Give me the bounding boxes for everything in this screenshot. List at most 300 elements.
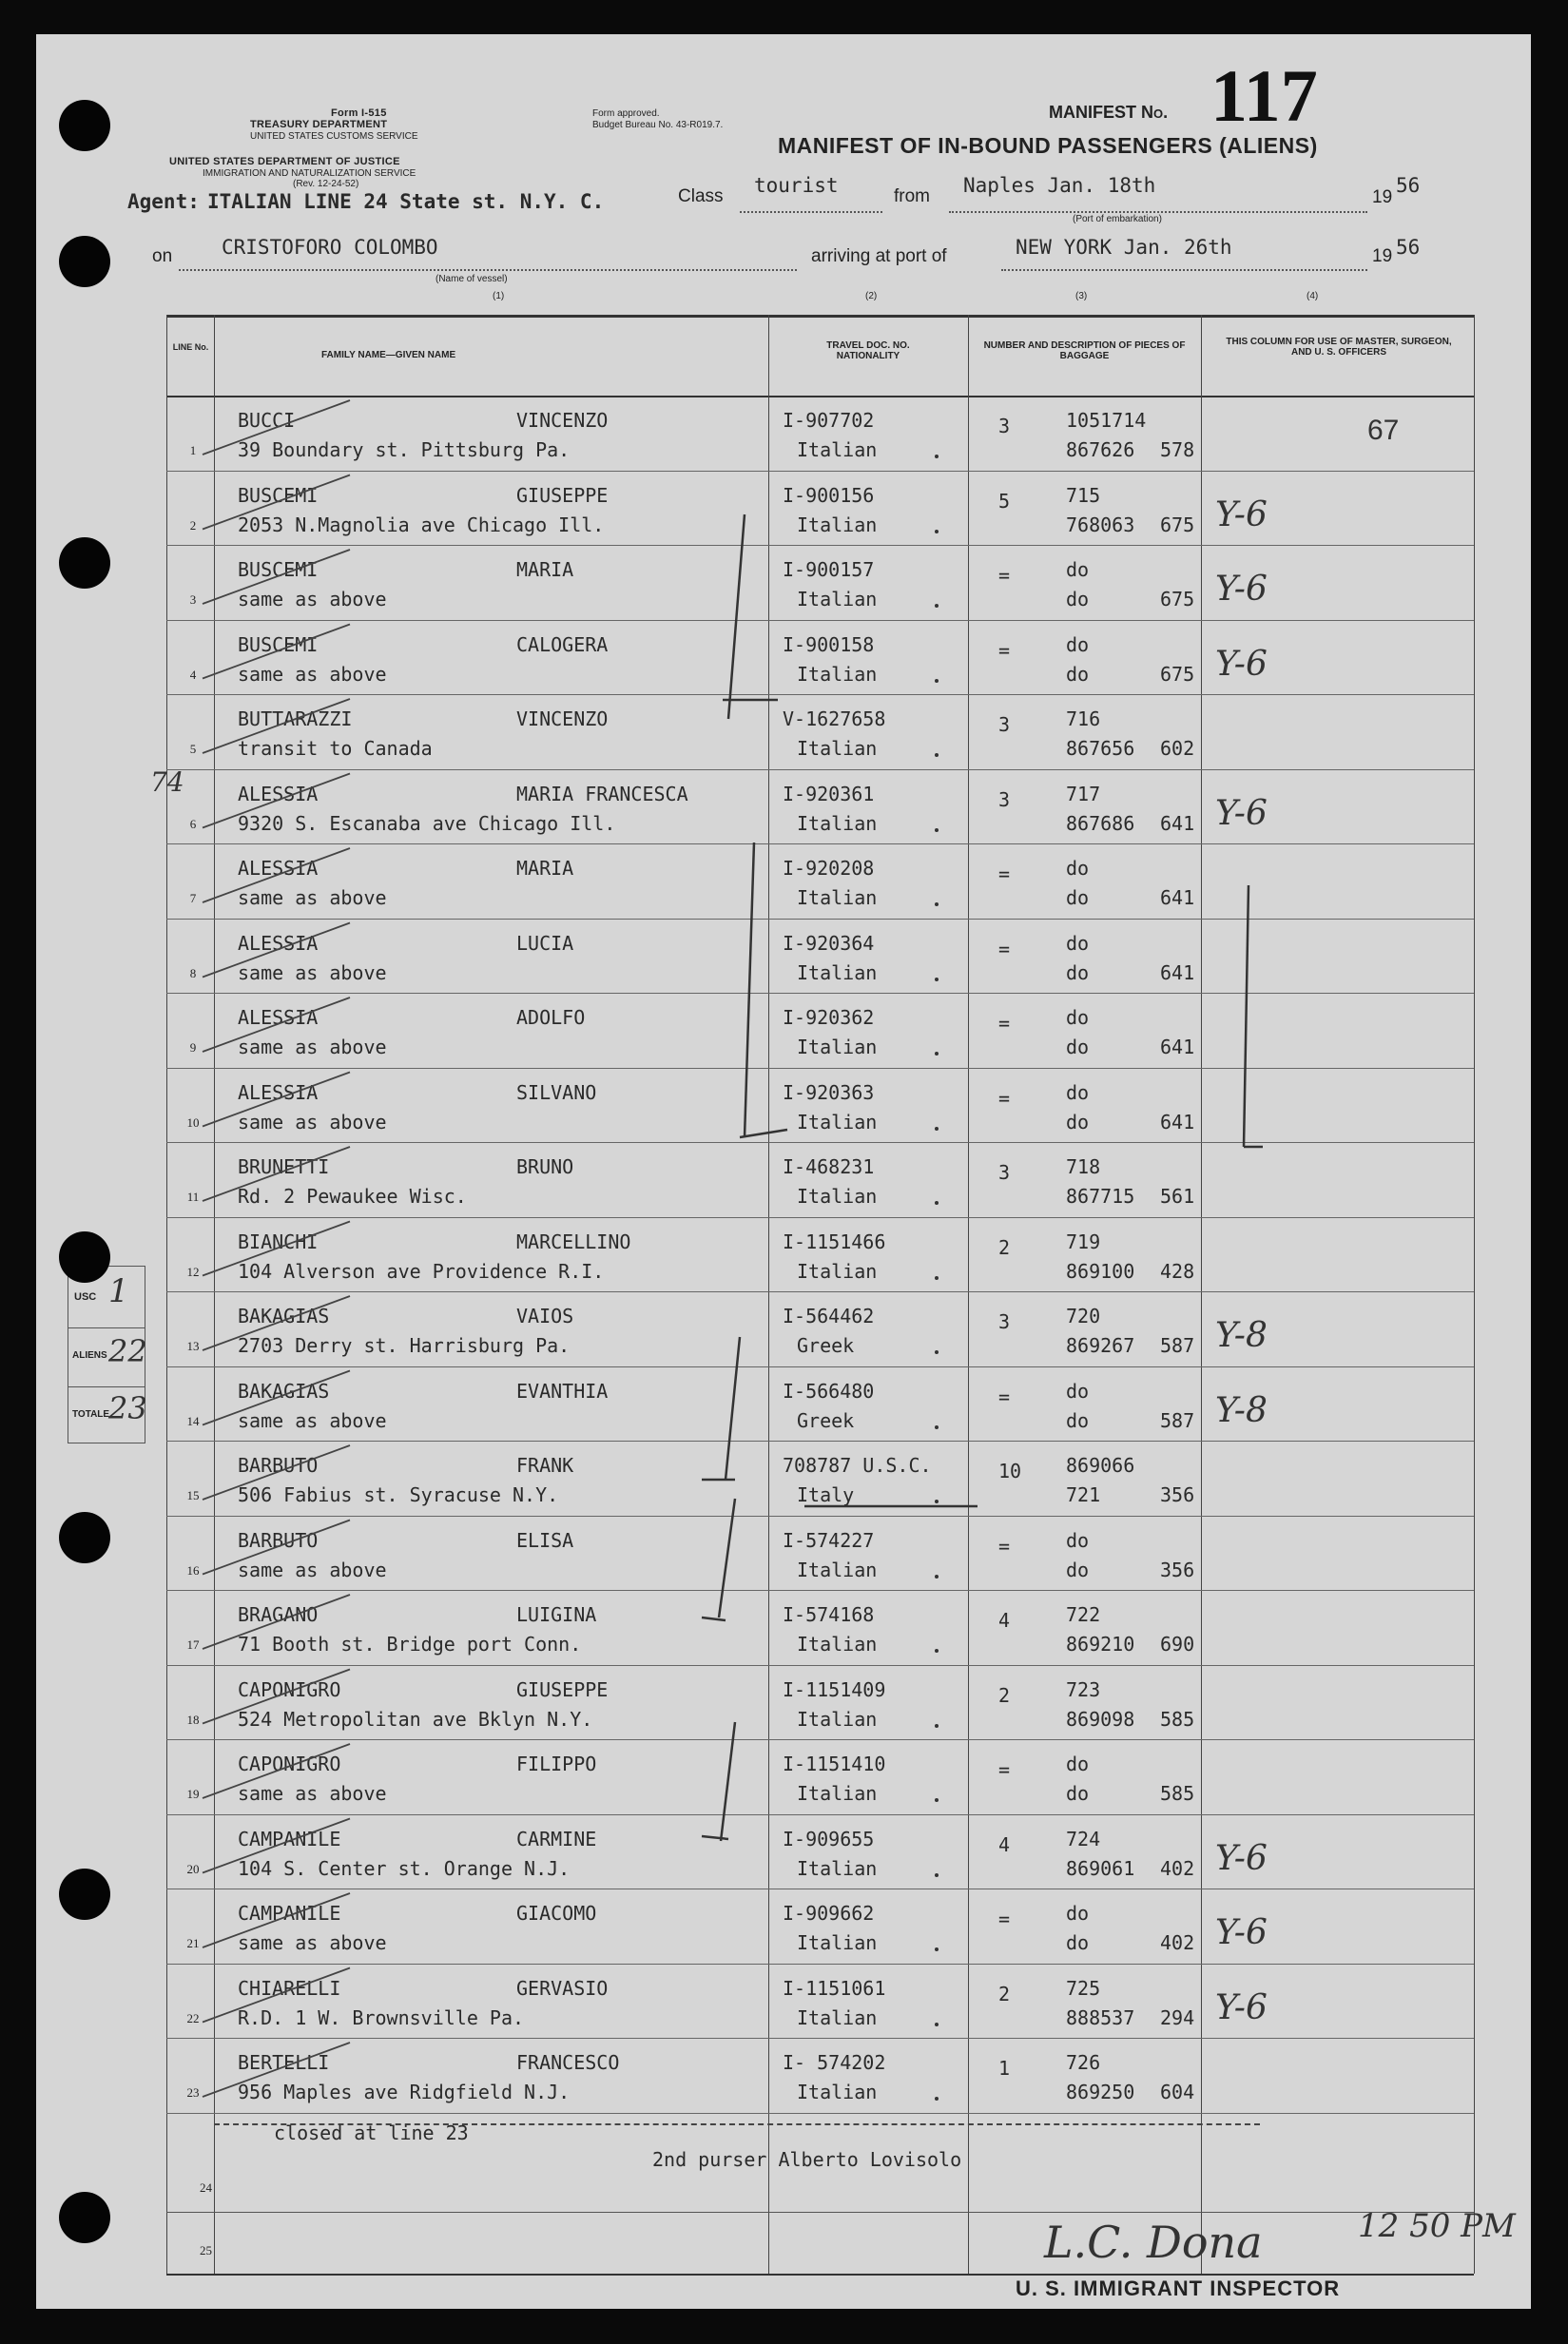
baggage-code: 402 (1160, 1931, 1195, 1954)
col-num-2: (2) (865, 291, 878, 301)
baggage-number-2: 867626 (1066, 438, 1135, 461)
officer-remark: Y-6 (1215, 1987, 1268, 2027)
baggage-code: 294 (1160, 2005, 1195, 2029)
baggage-number-2: do (1066, 960, 1090, 984)
address: 506 Fabius st. Syracuse N.Y. (238, 1483, 559, 1506)
baggage-code: 561 (1160, 1185, 1195, 1208)
address: 39 Boundary st. Pittsburg Pa. (238, 438, 571, 461)
family-name: ALESSIA (238, 1080, 319, 1104)
nationality: Italian (797, 811, 878, 835)
line-number: 6 (189, 816, 197, 831)
baggage-number-2: 869210 (1066, 1633, 1135, 1656)
baggage-number: do (1066, 558, 1090, 581)
baggage-number-2: do (1066, 588, 1090, 610)
baggage-pieces: 3 (998, 415, 1011, 437)
line-number: 4 (189, 667, 197, 682)
line-number: 14 (186, 1413, 200, 1428)
baggage-number: do (1066, 857, 1090, 880)
line-number: 7 (189, 891, 197, 905)
header-baggage: NUMBER AND DESCRIPTION OF PIECES OF BAGGAGE (983, 340, 1186, 361)
travel-doc-no: I-1151410 (783, 1753, 886, 1775)
col-num-3: (3) (1075, 291, 1088, 301)
nationality: Italian (797, 1110, 878, 1133)
officer-remark: Y-8 (1215, 1316, 1268, 1355)
check-tick (203, 1744, 350, 1798)
travel-doc-no: I-1151466 (783, 1230, 886, 1253)
agent-value: ITALIAN LINE 24 State st. N.Y. C. (207, 190, 605, 213)
baggage-number-2: 888537 (1066, 2005, 1135, 2029)
nationality: Italy (797, 1483, 855, 1506)
arriving-label: arriving at port of (811, 246, 947, 266)
nationality: Italian (797, 1185, 878, 1208)
address: same as above (238, 1931, 387, 1954)
baggage-number: 717 (1066, 782, 1101, 805)
baggage-pieces: = (998, 564, 1011, 587)
baggage-number-2: 721 (1066, 1483, 1101, 1506)
given-name: ELISA (516, 1528, 574, 1552)
baggage-code: 428 (1160, 1259, 1195, 1283)
baggage-number: 716 (1066, 707, 1101, 730)
line-number: 23 (186, 2085, 200, 2100)
manifest-number-label: MANIFEST No. (1049, 103, 1169, 122)
binder-hole (59, 2192, 110, 2243)
year-prefix-1: 19 (1372, 187, 1393, 207)
nationality: Italian (797, 886, 878, 909)
line-number: 3 (189, 592, 197, 607)
baggage-number: 1051714 (1066, 409, 1147, 432)
line-no-25: 25 (200, 2243, 212, 2257)
customs-service: UNITED STATES CUSTOMS SERVICE (250, 131, 418, 142)
family-name: CAMPANILE (238, 1827, 341, 1850)
baggage-number-2: do (1066, 1931, 1090, 1954)
line-number: 10 (186, 1114, 200, 1130)
check-tick (203, 1819, 350, 1873)
col-num-4: (4) (1307, 291, 1319, 301)
check-tick (203, 848, 350, 902)
baggage-pieces: = (998, 937, 1011, 960)
check-tick (203, 998, 350, 1052)
aliens-label: ALIENS (72, 1350, 107, 1361)
signature-time: 12 50 PM (1358, 2207, 1516, 2245)
nationality: Italian (797, 1558, 878, 1581)
address: R.D. 1 W. Brownsville Pa. (238, 2005, 525, 2029)
baggage-number: 718 (1066, 1155, 1101, 1178)
address: 2703 Derry st. Harrisburg Pa. (238, 1334, 571, 1357)
baggage-pieces: 3 (998, 787, 1011, 811)
baggage-pieces: = (998, 1086, 1011, 1110)
address: same as above (238, 1558, 387, 1581)
given-name: LUCIA (516, 931, 574, 955)
travel-doc-no: I-907702 (783, 409, 875, 432)
line-number: 16 (186, 1562, 200, 1578)
family-name: BUTTARAZZI (238, 707, 353, 730)
baggage-code: 641 (1160, 1110, 1195, 1133)
family-name: CAPONIGRO (238, 1753, 341, 1775)
officer-remark: Y-8 (1215, 1390, 1268, 1430)
on-label: on (152, 246, 173, 266)
justice-dept: UNITED STATES DEPARTMENT OF JUSTICE (169, 156, 400, 167)
address: 104 Alverson ave Providence R.I. (238, 1259, 605, 1283)
aliens-count: 22 (108, 1333, 147, 1369)
travel-doc-no: V-1627658 (783, 707, 886, 730)
given-name: SILVANO (516, 1080, 597, 1104)
binder-hole (59, 236, 110, 287)
given-name: MARIA FRANCESCA (516, 782, 688, 805)
family-name: ALESSIA (238, 857, 319, 880)
address: same as above (238, 886, 387, 909)
baggage-number: do (1066, 1379, 1090, 1403)
check-tick (203, 1595, 350, 1649)
line-number: 1 (189, 443, 197, 457)
baggage-code: 641 (1160, 1036, 1195, 1058)
line-number: 11 (186, 1190, 200, 1204)
family-name: ALESSIA (238, 782, 319, 805)
baggage-code: 604 (1160, 2081, 1195, 2103)
given-name: FRANK (516, 1454, 574, 1477)
address: 9320 S. Escanaba ave Chicago Ill. (238, 811, 616, 835)
given-name: BRUNO (516, 1155, 574, 1178)
nationality: Italian (797, 588, 878, 610)
baggage-pieces: = (998, 862, 1011, 885)
line-number: 8 (189, 965, 197, 980)
given-name: GERVASIO (516, 1976, 609, 2000)
handwritten-marks (36, 34, 1531, 2309)
family-name: BAKAGIAS (238, 1305, 330, 1327)
travel-doc-no: I-566480 (783, 1379, 875, 1403)
baggage-pieces: 2 (998, 1683, 1011, 1707)
manifest-title: MANIFEST OF IN-BOUND PASSENGERS (ALIENS) (778, 133, 1318, 158)
embarkation-port: Naples Jan. 18th (963, 174, 1156, 197)
address: transit to Canada (238, 737, 433, 760)
baggage-number: 715 (1066, 483, 1101, 507)
baggage-number-2: do (1066, 1036, 1090, 1058)
baggage-code: 587 (1160, 1334, 1195, 1357)
baggage-code: 641 (1160, 886, 1195, 909)
baggage-pieces: = (998, 1012, 1011, 1035)
given-name: GIACOMO (516, 1902, 597, 1925)
baggage-pieces: = (998, 1758, 1011, 1781)
line-number: 21 (186, 1936, 200, 1950)
nationality: Italian (797, 662, 878, 686)
address: same as above (238, 1408, 387, 1432)
nationality: Italian (797, 1707, 878, 1731)
baggage-code: 602 (1160, 737, 1195, 760)
baggage-number-2: do (1066, 1558, 1090, 1581)
family-name: BUSCEMI (238, 483, 319, 507)
baggage-number-2: do (1066, 1110, 1090, 1133)
check-tick (203, 1670, 350, 1724)
binder-hole (59, 100, 110, 151)
nationality: Greek (797, 1408, 855, 1432)
given-name: MARIA (516, 558, 574, 581)
check-tick (203, 1222, 350, 1276)
year-1: 56 (1396, 174, 1421, 197)
baggage-number: 723 (1066, 1677, 1101, 1701)
from-label: from (894, 186, 930, 206)
baggage-code: 675 (1160, 662, 1195, 686)
nationality: Italian (797, 2005, 878, 2029)
usc-label: USC (74, 1291, 97, 1303)
baggage-number-2: do (1066, 1782, 1090, 1805)
given-name: VINCENZO (516, 409, 609, 432)
given-name: EVANTHIA (516, 1379, 609, 1403)
line-number: 20 (186, 1861, 200, 1876)
travel-doc-no: I-920361 (783, 782, 875, 805)
nationality: Italian (797, 1633, 878, 1656)
binder-hole (59, 537, 110, 589)
binder-hole (59, 1869, 110, 1920)
given-name: ADOLFO (516, 1006, 586, 1029)
check-tick (203, 1371, 350, 1425)
family-name: BUCCI (238, 409, 296, 432)
binder-hole (59, 1512, 110, 1563)
baggage-number-2: 869061 (1066, 1856, 1135, 1880)
given-name: GIUSEPPE (516, 1677, 609, 1701)
given-name: FILIPPO (516, 1753, 597, 1775)
family-name: BUSCEMI (238, 558, 319, 581)
baggage-pieces: 4 (998, 1832, 1011, 1856)
baggage-number: do (1066, 1902, 1090, 1925)
nationality: Italian (797, 1782, 878, 1805)
form-approved: Form approved. (592, 108, 660, 119)
check-tick (203, 400, 350, 455)
nationality: Italian (797, 2081, 878, 2103)
baggage-pieces: 2 (998, 1982, 1011, 2005)
family-name: CAMPANILE (238, 1902, 341, 1925)
line-number: 12 (186, 1264, 200, 1279)
baggage-number-2: 867715 (1066, 1185, 1135, 1208)
nationality: Italian (797, 1931, 878, 1954)
line-number: 15 (186, 1488, 200, 1502)
check-tick (203, 1296, 350, 1350)
given-name: GIUSEPPE (516, 483, 609, 507)
baggage-number: do (1066, 1080, 1090, 1104)
nationality: Italian (797, 513, 878, 536)
manifest-sheet (36, 34, 1531, 2309)
baggage-pieces: = (998, 638, 1011, 662)
baggage-number: 726 (1066, 2051, 1101, 2074)
check-tick (203, 2043, 350, 2097)
address: 956 Maples ave Ridgfield N.J. (238, 2081, 571, 2103)
family-name: BIANCHI (238, 1230, 319, 1253)
travel-doc-no: I-564462 (783, 1305, 875, 1327)
travel-doc-no: I-1151061 (783, 1976, 886, 2000)
line-number: 5 (189, 742, 197, 756)
baggage-pieces: = (998, 1534, 1011, 1558)
baggage-pieces: = (998, 1908, 1011, 1930)
col-num-1: (1) (493, 291, 505, 301)
family-name: ALESSIA (238, 1006, 319, 1029)
baggage-number-2: 869098 (1066, 1707, 1135, 1731)
baggage-number-2: 869267 (1066, 1334, 1135, 1357)
class-label: Class (678, 186, 724, 206)
check-tick (203, 923, 350, 978)
check-tick (203, 1445, 350, 1500)
nationality: Greek (797, 1334, 855, 1357)
travel-doc-no: I-1151409 (783, 1677, 886, 1701)
year-prefix-2: 19 (1372, 246, 1393, 266)
baggage-pieces: 3 (998, 1161, 1011, 1184)
check-tick (203, 1968, 350, 2023)
given-name: CARMINE (516, 1827, 597, 1850)
travel-doc-no: I-468231 (783, 1155, 875, 1178)
baggage-number: 722 (1066, 1603, 1101, 1626)
total-label: TOTALE (72, 1409, 110, 1420)
baggage-number-2: do (1066, 886, 1090, 909)
nationality: Italian (797, 438, 878, 461)
baggage-number: do (1066, 1528, 1090, 1552)
baggage-code: 356 (1160, 1558, 1195, 1581)
baggage-number-2: 869100 (1066, 1259, 1135, 1283)
binder-hole (59, 1231, 110, 1283)
address: same as above (238, 960, 387, 984)
travel-doc-no: I-920362 (783, 1006, 875, 1029)
baggage-pieces: 1 (998, 2057, 1011, 2080)
line-number: 2 (189, 517, 197, 533)
nationality: Italian (797, 1856, 878, 1880)
family-name: ALESSIA (238, 931, 319, 955)
vessel-note: (Name of vessel) (436, 274, 508, 284)
baggage-number: do (1066, 632, 1090, 656)
address: Rd. 2 Pewaukee Wisc. (238, 1185, 467, 1208)
agent-label: Agent: (127, 190, 200, 213)
baggage-number-2: 869250 (1066, 2081, 1135, 2103)
check-tick (203, 1073, 350, 1127)
travel-doc-no: I- 574202 (783, 2051, 886, 2074)
baggage-pieces: 10 (998, 1460, 1022, 1482)
form-revision: (Rev. 12-24-52) (293, 179, 359, 189)
officer-remark: Y-6 (1215, 570, 1268, 609)
travel-doc-no: I-909662 (783, 1902, 875, 1925)
family-name: CAPONIGRO (238, 1677, 341, 1701)
baggage-number-2: do (1066, 1408, 1090, 1432)
line-number: 13 (186, 1339, 200, 1353)
baggage-number-2: do (1066, 662, 1090, 686)
port-note: (Port of embarkation) (1073, 214, 1162, 224)
baggage-number-2: 867686 (1066, 811, 1135, 835)
arrival-port: NEW YORK Jan. 26th (1016, 236, 1232, 259)
baggage-number: 720 (1066, 1305, 1101, 1327)
given-name: LUIGINA (516, 1603, 597, 1626)
line-no-24: 24 (200, 2180, 212, 2195)
nationality: Italian (797, 960, 878, 984)
header-doc: TRAVEL DOC. NO. NATIONALITY (826, 340, 910, 361)
officer-remark: Y-6 (1215, 1913, 1268, 1952)
line-number: 18 (186, 1712, 200, 1727)
baggage-number: 869066 (1066, 1454, 1135, 1477)
check-tick (203, 475, 350, 530)
header-name: FAMILY NAME—GIVEN NAME (321, 350, 456, 360)
usc-count: 1 (108, 1272, 129, 1310)
baggage-number: 724 (1066, 1827, 1101, 1850)
check-tick (203, 699, 353, 753)
family-name: CHIARELLI (238, 1976, 341, 2000)
travel-doc-no: I-909655 (783, 1827, 875, 1850)
baggage-number: 725 (1066, 1976, 1101, 2000)
baggage-pieces: 3 (998, 1310, 1011, 1333)
address: same as above (238, 1036, 387, 1058)
given-name: MARIA (516, 857, 574, 880)
given-name: MARCELLINO (516, 1230, 631, 1253)
baggage-pieces: 4 (998, 1609, 1011, 1632)
line-number: 17 (186, 1637, 200, 1652)
travel-doc-no: I-920364 (783, 931, 875, 955)
family-name: BAKAGIAS (238, 1379, 330, 1403)
baggage-pieces: = (998, 1385, 1011, 1408)
check-tick (203, 1521, 350, 1575)
header-officers: THIS COLUMN FOR USE OF MASTER, SURGEON, AND U. S. OFFICERS (1226, 337, 1452, 358)
check-tick (203, 1893, 350, 1947)
family-name: BERTELLI (238, 2051, 330, 2074)
family-name: BRUNETTI (238, 1155, 330, 1178)
officer-remark: Y-6 (1215, 494, 1268, 534)
travel-doc-no: I-900156 (783, 483, 875, 507)
form-number: Form I-515 (331, 107, 387, 119)
baggage-number-2: 867656 (1066, 737, 1135, 760)
address: same as above (238, 1110, 387, 1133)
address: same as above (238, 662, 387, 686)
total-count: 23 (108, 1390, 147, 1426)
address: same as above (238, 588, 387, 610)
officer-remark: 67 (1367, 415, 1400, 446)
baggage-number: do (1066, 931, 1090, 955)
baggage-pieces: 3 (998, 713, 1011, 736)
given-name: FRANCESCO (516, 2051, 620, 2074)
address: 104 S. Center st. Orange N.J. (238, 1856, 571, 1880)
purser: 2nd purser Alberto Lovisolo (652, 2148, 962, 2171)
baggage-code: 641 (1160, 960, 1195, 984)
travel-doc-no: I-920363 (783, 1080, 875, 1104)
given-name: VINCENZO (516, 707, 609, 730)
line-number: 19 (186, 1787, 200, 1801)
family-name: BUSCEMI (238, 632, 319, 656)
family-name: BRAGANO (238, 1603, 319, 1626)
given-name: VAIOS (516, 1305, 574, 1327)
baggage-code: 578 (1160, 438, 1195, 461)
address: same as above (238, 1782, 387, 1805)
header-line-no: LINE No. (172, 342, 209, 352)
baggage-code: 690 (1160, 1633, 1195, 1656)
baggage-code: 641 (1160, 811, 1195, 835)
baggage-number: do (1066, 1753, 1090, 1775)
baggage-number: do (1066, 1006, 1090, 1029)
line-number: 9 (189, 1040, 197, 1055)
check-tick (203, 550, 350, 604)
manifest-number: 117 (1210, 54, 1318, 137)
baggage-number: 719 (1066, 1230, 1101, 1253)
baggage-number-2: 768063 (1066, 513, 1135, 536)
officer-remark: Y-6 (1215, 644, 1268, 684)
year-2: 56 (1396, 236, 1421, 259)
check-tick (203, 625, 350, 679)
baggage-code: 675 (1160, 513, 1195, 536)
margin-note: 74 (150, 766, 184, 798)
address: 524 Metropolitan ave Bklyn N.Y. (238, 1707, 593, 1731)
travel-doc-no: I-900158 (783, 632, 875, 656)
officer-remark: Y-6 (1215, 793, 1268, 833)
baggage-code: 675 (1160, 588, 1195, 610)
baggage-code: 402 (1160, 1856, 1195, 1880)
vessel-name: CRISTOFORO COLOMBO (222, 236, 438, 259)
travel-doc-no: I-900157 (783, 558, 875, 581)
line-number: 22 (186, 2010, 200, 2025)
nationality: Italian (797, 737, 878, 760)
treasury-dept: TREASURY DEPARTMENT (250, 119, 388, 130)
travel-doc-no: I-920208 (783, 857, 875, 880)
check-tick (203, 1147, 350, 1201)
nationality: Italian (797, 1259, 878, 1283)
baggage-code: 585 (1160, 1707, 1195, 1731)
